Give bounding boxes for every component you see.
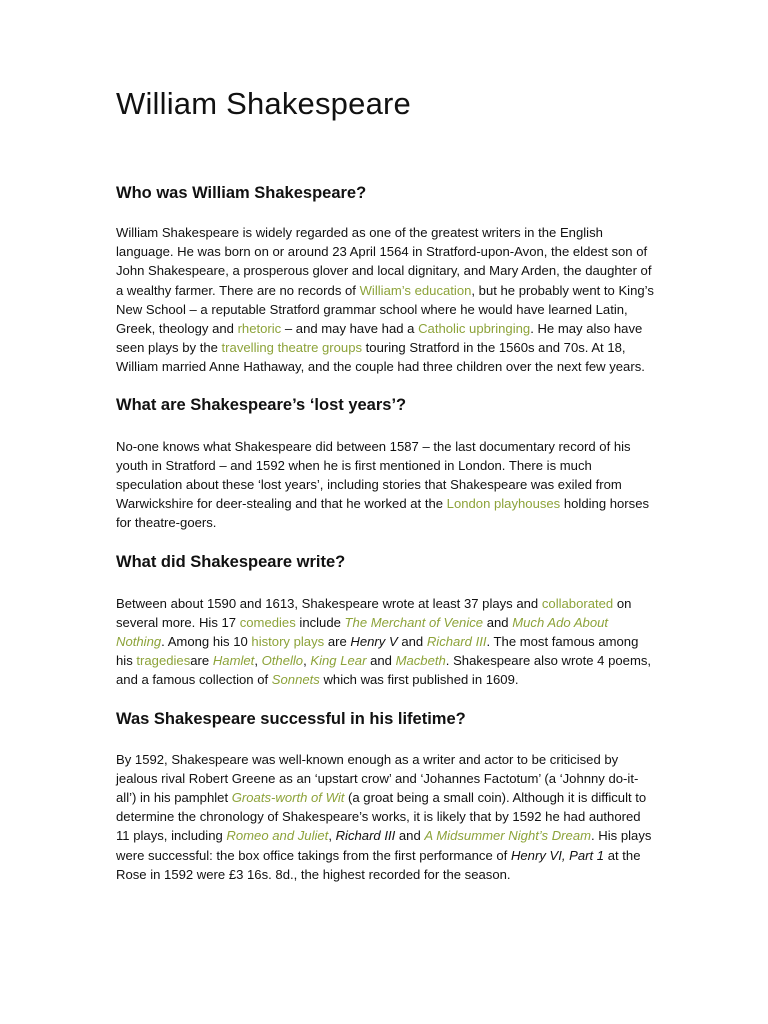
inline-link[interactable]: tragedies: [136, 653, 191, 669]
section-heading-works: What did Shakespeare write?: [116, 552, 346, 571]
page-title: William Shakespeare: [116, 86, 411, 121]
inline-link[interactable]: travelling theatre groups: [221, 340, 363, 356]
italic-title: Richard III: [335, 828, 396, 844]
text-run: No-one knows what Shakespeare did between 1587 – the last documentary record of his youth in Stratford – and 1592 when he is first mentioned in London. There is much speculation about these ‘lost years’, including stories that Shakespeare was exiled from Warwickshire for deer-stealing and that he worked at the: [116, 438, 631, 512]
inline-link[interactable]: Sonnets: [271, 672, 320, 688]
text-run: . Shakespeare also wrote 4 poems, and a famous collection of: [116, 653, 652, 688]
text-run: are: [190, 653, 213, 669]
inline-link[interactable]: Macbeth: [395, 653, 446, 669]
inline-link[interactable]: King Lear: [310, 653, 367, 669]
text-run: By 1592, Shakespeare was well-known enough as a writer and actor to be criticised by jealous rival Robert Greene as an ‘upstart crow’ and ‘Johannes Factotum’ (a ‘Johnny do-it-all’) in his pamphlet: [116, 751, 639, 806]
text-run: holding horses for theatre-goers.: [116, 496, 650, 531]
text-run: are: [324, 634, 351, 650]
text-run: at the Rose in 1592 were £3 16s. 8d., the highest recorded for the season.: [116, 847, 641, 882]
section-paragraph-lost-years: [116, 437, 656, 533]
text-run: . Among his 10: [161, 634, 252, 650]
inline-link[interactable]: Richard III: [426, 634, 487, 650]
italic-title: Henry V: [350, 634, 398, 650]
text-run: – and may have had a: [281, 321, 419, 337]
text-run: , but he probably went to King’s New School – a reputable Stratford grammar school where he would have learned Latin, Greek, theology and: [116, 282, 654, 337]
text-run: ,: [254, 653, 262, 669]
inline-link[interactable]: history plays: [251, 634, 325, 650]
section-heading-who: Who was William Shakespeare?: [116, 184, 367, 202]
text-run: . The most famous among his: [116, 634, 639, 669]
text-run: (a groat being a small coin). Although it is difficult to determine the chronology of Shakespeare’s works, it is likely that by 1592 he had authored 11 plays, including: [116, 790, 647, 844]
section-heading-lost-years: What are Shakespeare’s ‘lost years’?: [116, 395, 407, 414]
text-run: and: [397, 634, 427, 650]
text-run: . His plays were successful: the box office takings from the first performance of: [116, 828, 652, 863]
text-run: ,: [303, 653, 311, 669]
inline-link[interactable]: comedies: [239, 614, 296, 630]
article: [116, 80, 656, 884]
inline-link[interactable]: rhetoric: [237, 321, 282, 337]
inline-link[interactable]: London playhouses: [446, 496, 561, 512]
text-run: ,: [328, 828, 336, 844]
text-run: and: [395, 828, 425, 844]
inline-link[interactable]: Hamlet: [212, 653, 255, 669]
inline-link[interactable]: Othello: [261, 653, 304, 669]
text-run: on several more. His 17: [116, 595, 632, 630]
inline-link[interactable]: Catholic upbringing: [418, 321, 531, 337]
inline-link[interactable]: Much Ado About Nothing: [116, 614, 609, 650]
text-run: and: [366, 653, 396, 669]
text-run: include: [295, 614, 345, 630]
text-run: touring Stratford in the 1560s and 70s. At 18, William married Anne Hathaway, and the couple had three children over the next few years.: [116, 340, 645, 375]
inline-link[interactable]: collaborated: [541, 595, 614, 611]
italic-title: Henry VI, Part 1: [510, 847, 605, 863]
text-run: . He may also have seen plays by the: [116, 321, 643, 356]
section-paragraph-works: [116, 594, 656, 690]
inline-link[interactable]: William’s education: [359, 282, 472, 298]
inline-link[interactable]: Groats-worth of Wit: [231, 790, 345, 806]
text-run: and: [483, 614, 513, 630]
inline-link[interactable]: The Merchant of Venice: [344, 614, 484, 630]
inline-link[interactable]: Romeo and Juliet: [226, 828, 329, 844]
text-run: William Shakespeare is widely regarded as one of the greatest writers in the English language. He was born on or around 23 April 1564 in Stratford-upon-Avon, the eldest son of John Shakespeare, a prosperous glover and local dignitary, and Mary Arden, the daughter of a wealthy farmer. There are no records of: [116, 225, 652, 298]
text-run: Between about 1590 and 1613, Shakespeare wrote at least 37 plays and: [116, 595, 542, 611]
text-run: which was first published in 1609.: [319, 672, 519, 688]
section-paragraph-success: [116, 750, 656, 884]
section-heading-success: Was Shakespeare successful in his lifetime?: [116, 709, 466, 728]
inline-link[interactable]: A Midsummer Night’s Dream: [424, 828, 592, 844]
section-paragraph-who: [116, 223, 656, 377]
